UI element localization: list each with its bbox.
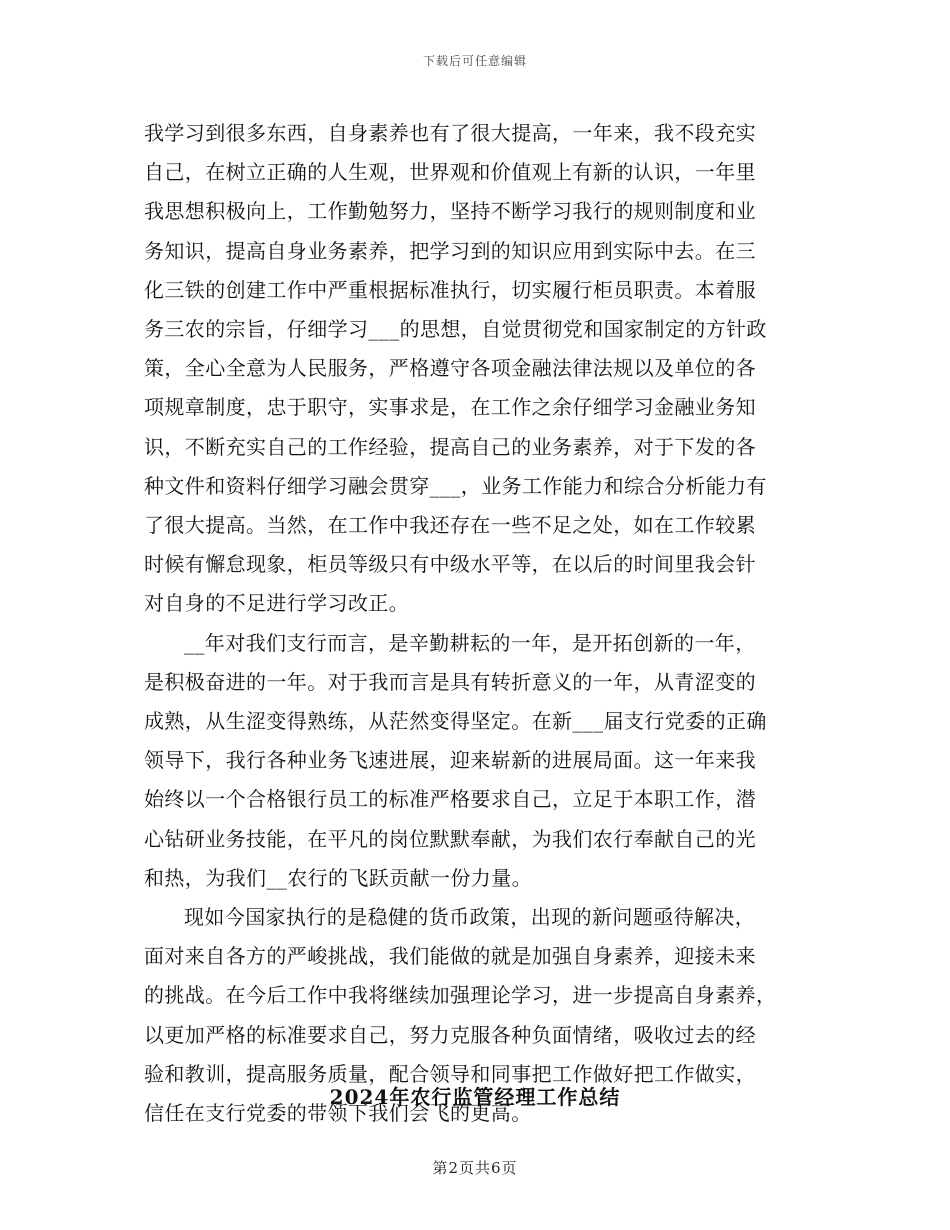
document-body (144, 114, 808, 1133)
paragraph-line: 始终以一个合格银行员工的标准严格要求自己，立足于本职工作，潜 (144, 787, 756, 812)
paragraph-2 (144, 624, 808, 898)
paragraph-line: 以更加严格的标准要求自己，努力克服各种负面情绪，吸收过去的经 (144, 1022, 756, 1047)
paragraph-line: 验和教训，提高服务质量，配合领导和同事把工作做好把工作做实， (144, 1061, 756, 1086)
paragraph-line: 我学习到很多东西，自身素养也有了很大提高，一年来，我不段充实 (144, 121, 756, 145)
paragraph-line: 成熟，从生涩变得熟练，从茫然变得坚定。在新___届支行党委的正确 (144, 709, 767, 734)
paragraph-line: 对自身的不足进行学习改正。 (144, 591, 410, 616)
paragraph-line: __年对我们支行而言，是辛勤耕耘的一年，是开拓创新的一年， (184, 630, 756, 655)
paragraph-line: 领导下，我行各种业务飞速进展，迎来崭新的进展局面。这一年来我 (144, 748, 756, 773)
paragraph-line: 务三农的宗旨，仔细学习___的思想，自觉贯彻党和国家制定的方针政 (144, 317, 767, 342)
section-title: 2024年农行监管经理工作总结 (329, 1085, 621, 1109)
paragraph-line: 我思想积极向上，工作勤勉努力，坚持不断学习我行的规则制度和业 (144, 199, 756, 224)
paragraph-1 (144, 114, 808, 624)
paragraph-line: 识，不断充实自己的工作经验，提高自己的业务素养，对于下发的各 (144, 434, 756, 459)
paragraph-line: 时候有懈怠现象，柜员等级只有中级水平等，在以后的时间里我会针 (144, 552, 756, 577)
paragraph-line: 务知识，提高自身业务素养，把学习到的知识应用到实际中去。在三 (144, 238, 756, 263)
paragraph-line: 项规章制度，忠于职守，实事求是，在工作之余仔细学习金融业务知 (144, 395, 756, 420)
paragraph-line: 化三铁的创建工作中严重根据标准执行，切实履行柜员职责。本着服 (144, 277, 756, 302)
paragraph-line: 种文件和资料仔细学习融会贯穿___，业务工作能力和综合分析能力有 (144, 473, 767, 498)
paragraph-line: 现如今国家执行的是稳健的货币政策，出现的新问题亟待解决， (184, 905, 756, 930)
page-number: 第2页共6页 (432, 1159, 518, 1177)
paragraph-line: 是积极奋进的一年。对于我而言是具有转折意义的一年，从青涩变的 (144, 669, 756, 694)
paragraph-line: 了很大提高。当然，在工作中我还存在一些不足之处，如在工作较累 (144, 513, 756, 538)
paragraph-line: 心钻研业务技能，在平凡的岗位默默奉献，为我们农行奉献自己的光 (144, 826, 756, 851)
paragraph-line: 策，全心全意为人民服务，严格遵守各项金融法律法规以及单位的各 (144, 356, 756, 381)
paragraph-line: 信任在支行党委的带领下我们会飞的更高。 (144, 1101, 532, 1126)
paragraph-line: 自己，在树立正确的人生观，世界观和价值观上有新的认识，一年里 (144, 160, 756, 185)
paragraph-line: 和热，为我们__农行的飞跃贡献一份力量。 (144, 865, 532, 890)
paragraph-line: 面对来自各方的严峻挑战，我们能做的就是加强自身素养，迎接未来 (144, 944, 756, 969)
paragraph-line: 的挑战。在今后工作中我将继续加强理论学习，进一步提高自身素养， (144, 983, 777, 1008)
page-header-note: 下载后可任意编辑 (422, 54, 527, 68)
